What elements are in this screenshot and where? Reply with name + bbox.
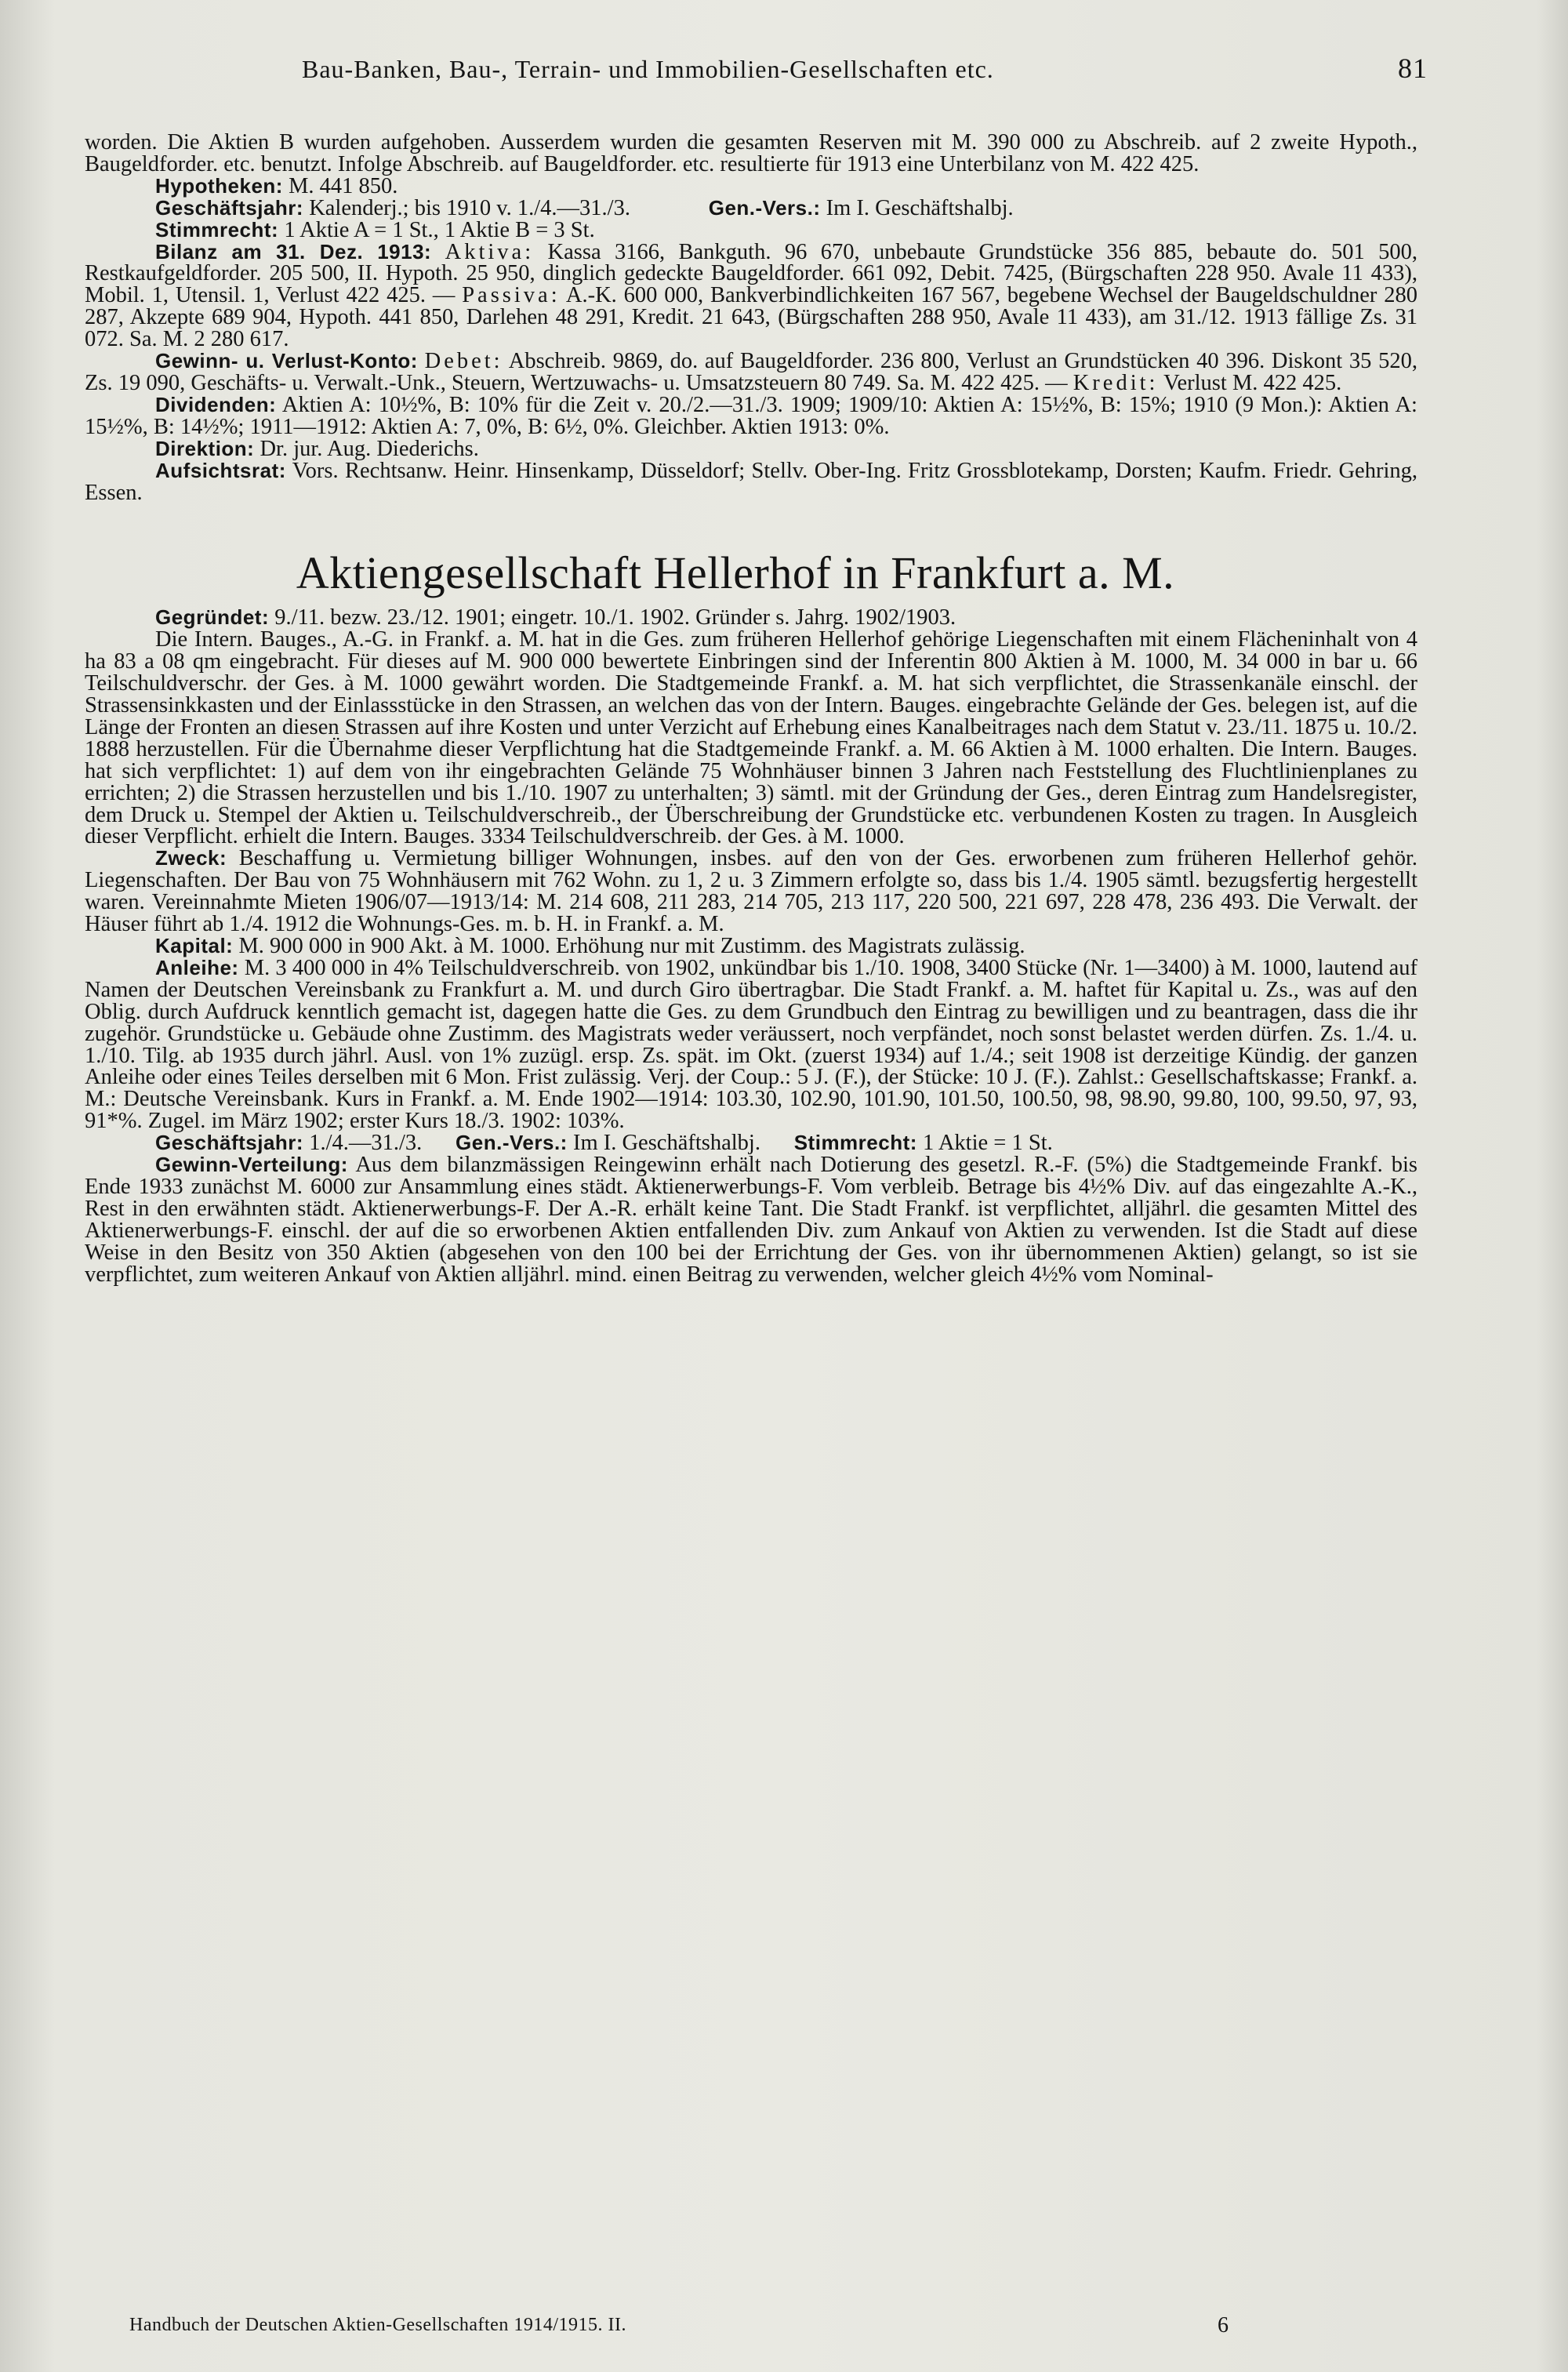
entry-history: Die Intern. Bauges., A.-G. in Frankf. a. M. hat in die Ges. zum früheren Hellerhof gehörige Liegenschaften mit einem Flächeninhalt von 4 ha 83 a 08 qm eingebracht. Für dieses auf M. 900 000 bewertete Einbringen sind der Inferentin 800 Aktien à M. 1000, M. 34 000 in bar u. 66 Teilschuldverschr. der Ges. à M. 1000 gewährt worden. Die Stadtgemeinde Frankf. a. M. hat sich verpflichtet, die Strassenkanäle einschl. der Strassensinkkasten und der Einlassstücke in den Strassen, an welchen das von der Intern. Bauges. eingebrachte Gelände der Ges. belegen ist, auf die Länge der Fronten an diesen Strassen auf ihre Kosten und unter Verzicht auf Erhebung eines Kanalbeitrages nach dem Statut v. 23./11. 1875 u. 10./2. 1888 herzustellen. Für die Übernahme dieser Verpflichtung hat die Stadtgemeinde Frankf. a. M. 66 Aktien à M. 1000 erhalten. Die Intern. Bauges. hat sich verpflichtet: 1) auf dem von ihr eingebrachten Gelände 75 Wohnhäuser binnen 3 Jahren nach Feststellung des Fluchtlinienplanes zu errichten; 2) die Strassen herzustellen und bis 1./10. 1907 zu unterhalten; 3) sämtl. mit der Gründung der Ges., deren Eintrag zum Handelsregister, dem Druck u. Stempel der Aktien u. Teilschuldverschreib., der Überschreibung der Grundstücke etc. verbundenen Kosten zu tragen. In Ausgleich dieser Verpflicht. erhielt die Intern. Bauges. 3334 Teilschuldverschreib. der Ges. à M. 1000. bbox=[85, 627, 1417, 849]
section-label: Zweck: bbox=[155, 846, 227, 870]
section-label: Anleihe: bbox=[155, 955, 239, 979]
section-label: Gegründet: bbox=[155, 605, 270, 630]
section-label: Kapital: bbox=[155, 934, 234, 957]
prev-hypotheken: Hypotheken: M. 441 850. bbox=[155, 173, 398, 198]
prev-aufsichtsrat: Aufsichtsrat: Vors. Rechtsanw. Heinr. Hinsenkamp, Düsseldorf; Stellv. Ober-Ing. Fritz Grossblotekamp, Dorsten; Kaufm. Friedr. Gehring, Essen. bbox=[85, 458, 1417, 505]
entry-gegruendet: Gegründet: 9./11. bezw. 23./12. 1901; eingetr. 10./1. 1902. Gründer s. Jahrg. 1902/1903. bbox=[155, 605, 956, 630]
section-label: Gen.-Vers.: bbox=[456, 1131, 568, 1155]
section-label: Geschäftsjahr: bbox=[155, 195, 304, 220]
section-label: Stimmrecht: bbox=[793, 1131, 917, 1155]
entry-kapital: Kapital: M. 900 000 in 900 Akt. à M. 1000. Erhöhung nur mit Zustimm. des Magistrats zulässig. bbox=[155, 934, 1025, 958]
signature-mark: 6 bbox=[1218, 2313, 1229, 2337]
entry-anleihe: Anleihe: M. 3 400 000 in 4% Teilschuldverschreib. von 1902, unkündbar bis 1./10. 1908, 3400 Stücke (Nr. 1—3400) à M. 1000, lautend auf Namen der Deutschen Vereinsbank zu Frankfurt a. M. und durch Giro übertragbar. Die Stadt Frankf. a. M. haftet für Kapital u. Zs., was auf den Oblig. durch Aufdruck kenntlich gemacht ist, dagegen hatte die Ges. zu dem Grundbuch den Eintrag zu bewilligen und zu beantragen, dass die ihr zugehör. Grundstücke u. Gebäude ohne Zustimm. des Magistrats weder veräussert, noch verpfändet, noch sonst belastet werden dürfen. Zs. 1./4. u. 1./10. Tilg. ab 1935 durch jährl. Ausl. von 1% zuzügl. ersp. Zs. spät. im Okt. (zuerst 1934) auf 1./4.; seit 1908 ist derzeitige Kündig. der ganzen Anleihe oder eines Teiles derselben mit 6 Mon. Frist zulässig. Verj. der Coup.: 5 J. (F.), der Stücke: 10 J. (F.). Zahlst.: Gesellschaftskasse; Frankf. a. M.: Deutsche Vereinsbank. Kurs in Frankf. a. M. Ende 1902—1914: 103.30, 102.90, 101.90, 101.50, 100.50, 98, 98.90, 99.80, 100, 99.50, 97, 93, 91*%. Zugel. im März 1902; erster Kurs 18./3. 1902: 103%. bbox=[85, 955, 1418, 1134]
prev-direktion: Direktion: Dr. jur. Aug. Diederichs. bbox=[155, 436, 479, 461]
prev-stimmrecht: Stimmrecht: 1 Aktie A = 1 St., 1 Aktie B = 3 St. bbox=[155, 217, 595, 242]
prev-dividenden: Dividenden: Aktien A: 10½%, B: 10% für die Zeit v. 20./2.—31./3. 1909; 1909/10: Aktien A: 15½%, B: 15%; 1910 (9 Mon.): Aktien A: 15½%, B: 14½%; 1911—1912: Aktien A: 7, 0%, B: 6½, 0%. Gleichber. Aktien 1913: 0%. bbox=[85, 392, 1417, 439]
prev-guv: Gewinn- u. Verlust-Konto: Debet: Abschreib. 9869, do. auf Baugeldforder. 236 800, Verlust an Grundstücken 40 396. Diskont 35 520, Zs. 19 090, Geschäfts- u. Verwalt.-Unk., Steuern, Wertzuwachs- u. Umsatzsteuern 80 749. Sa. M. 422 425. — Kredit: Verlust M. 422 425. bbox=[85, 349, 1417, 395]
running-title: Bau-Banken, Bau-, Terrain- und Immobilien-Gesellschaften etc. bbox=[302, 55, 994, 83]
section-label: Bilanz am 31. Dez. 1913: bbox=[155, 239, 432, 263]
prev-geschaeftsjahr: Geschäftsjahr: Kalenderj.; bis 1910 v. 1./4.—31./3. Gen.-Vers.: Im I. Geschäftshalbj. bbox=[155, 195, 1014, 220]
aktiva-label: Aktiva: bbox=[445, 239, 535, 264]
page-footer bbox=[129, 2315, 1258, 2336]
section-label: Gewinn- u. Verlust-Konto: bbox=[155, 349, 418, 373]
section-label: Geschäftsjahr: bbox=[155, 1131, 304, 1155]
prev-bilanz: Bilanz am 31. Dez. 1913: Aktiva: Kassa 3166, Bankguth. 96 670, unbebaute Grundstücke 356 885, bebaute do. 501 500, Restkaufgeldforder. 205 500, II. Hypoth. 25 950, dinglich gedeckte Baugeldforder. 661 092, Debit. 7425, (Bürgschaften 228 950. Avale 11 433), Mobil. 1, Utensil. 1, Verlust 422 425. — Passiva: A.-K. 600 000, Bankverbindlichkeiten 167 567, begebene Wechsel der Baugeldschuldner 280 287, Akzepte 689 904, Hypoth. 441 850, Darlehen 48 291, Kredit. 21 643, (Bürgschaften 288 950, Avale 11 433), am 31./12. 1913 fällige Zs. 31 072. Sa. M. 2 280 617. bbox=[85, 239, 1418, 352]
section-label: Dividenden: bbox=[155, 392, 277, 416]
section-label: Gen.-Vers.: bbox=[708, 195, 821, 220]
section-label: Stimmrecht: bbox=[155, 217, 279, 242]
entry-zweck: Zweck: Beschaffung u. Vermietung billiger Wohnungen, insbes. auf den von der Ges. erworbenen zum früheren Hellerhof gehör. Liegenschaften. Der Bau von 75 Wohnhäusern mit 762 Wohn. zu 1, 2 u. 3 Zimmern erfolgte so, dass bis 1./4. 1905 sämtl. bezugsfertig hergestellt waren. Vereinnahmte Mieten 1906/07—1913/14: M. 214 608, 211 283, 214 705, 213 117, 220 500, 221 697, 228 478, 236 493. Die Verwalt. der Häuser führt ab 1./4. 1912 die Wohnungs-Ges. m. b. H. in Frankf. a. M. bbox=[85, 846, 1418, 937]
entry-gewinnverteilung: Gewinn-Verteilung: Aus dem bilanzmässigen Reingewinn erhält nach Dotierung des gesetzl. R.-F. (5%) die Stadtgemeinde Frankf. bis Ende 1933 zunächst M. 6000 zur Ansammlung eines städt. Aktienerwerbungs-F. Vom verbleib. Betrage bis 4½% Div. auf das eingezahlte A.-K., Rest in den erwähnten städt. Aktienerwerbungs-F. Der A.-R. erhält keine Tant. Die Stadt Frankf. ist verpflichtet, alljährl. die gesamten Mittel des Aktienerwerbungs-F. einschl. der auf die so erworbenen Aktien entfallenden Div. zum Ankauf von Aktien zu verwenden. Ist die Stadt auf diese Weise in den Besitz von 350 Aktien (abgesehen von den 100 bei der Errichtung der Ges. von ihr übernommenen Aktien) gelangt, so ist sie verpflichtet, zum weiteren Ankauf von Aktien alljährl. mind. einen Beitrag zu verwenden, welcher gleich 4½% vom Nominal- bbox=[85, 1153, 1417, 1287]
section-label: Hypotheken: bbox=[155, 173, 283, 198]
section-label: Aufsichtsrat: bbox=[155, 458, 286, 482]
kredit-label: Kredit: bbox=[1073, 370, 1159, 395]
page-body bbox=[85, 132, 1417, 1286]
page-number: 81 bbox=[1398, 53, 1428, 84]
entry-geschaeftsjahr: Geschäftsjahr: 1./4.—31./3. Gen.-Vers.: Im I. Geschäftshalbj. Stimmrecht: 1 Aktie = 1 St. bbox=[155, 1131, 1053, 1156]
running-header bbox=[0, 49, 1568, 96]
section-label: Gewinn-Verteilung: bbox=[155, 1153, 348, 1177]
passiva-label: Passiva: bbox=[462, 283, 561, 308]
debet-label: Debet: bbox=[424, 349, 503, 374]
footer-reference: Handbuch der Deutschen Aktien-Gesellschaften 1914/1915. II. bbox=[129, 2315, 626, 2335]
section-label: Direktion: bbox=[155, 436, 255, 460]
prev-entry-intro: worden. Die Aktien B wurden aufgehoben. Ausserdem wurden die gesamten Reserven mit M. 390 000 zu Abschreib. auf 2 zweite Hypoth., Baugeldforder. etc. benutzt. Infolge Abschreib. auf Baugeldforder. etc. resultierte für 1913 eine Unterbilanz von M. 422 425. bbox=[85, 130, 1417, 176]
company-heading: Aktiengesellschaft Hellerhof in Frankfurt a. M. bbox=[296, 547, 1175, 599]
